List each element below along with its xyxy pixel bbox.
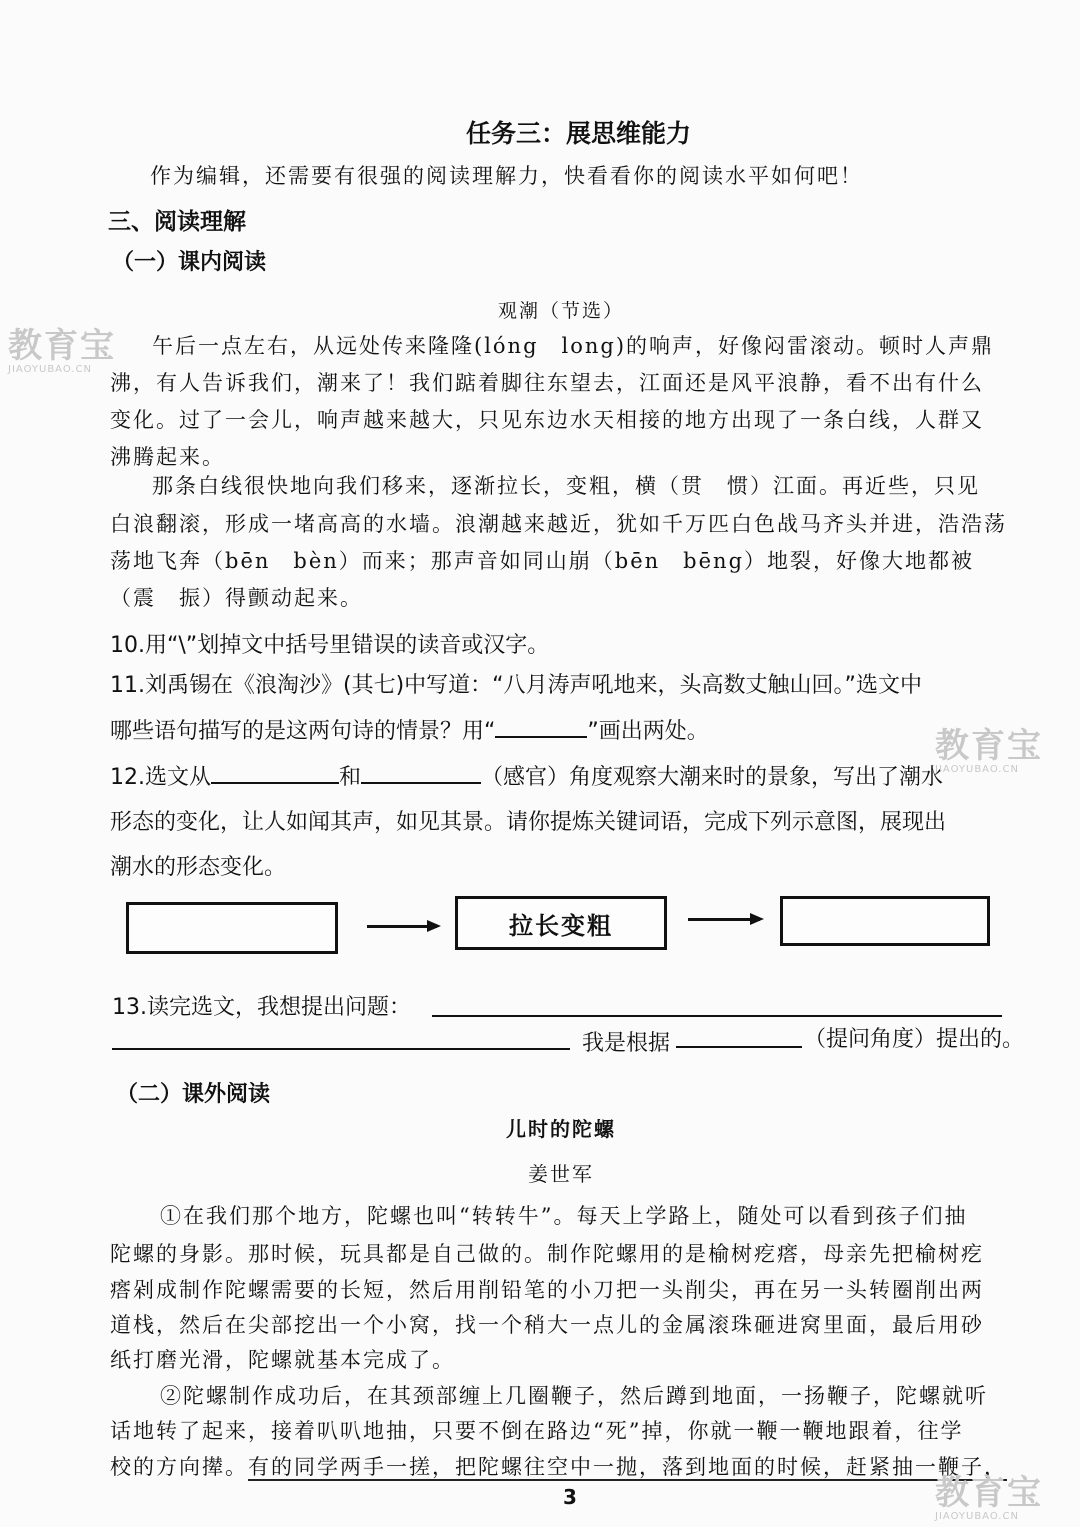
- passage1-title: 观潮（节选）: [498, 300, 625, 322]
- question-11-text-a: 哪些语句描写的是这两句诗的情景？用“: [110, 719, 496, 744]
- passage1-para1-line4: 沸腾起来。: [110, 445, 225, 469]
- passage1-para1-line1: 午后一点左右，从远处传来隆隆(lóng long)的响声，好像闷雷滚动。顿时人声鼎: [152, 334, 995, 358]
- question-13-answer-line-3[interactable]: [676, 1046, 802, 1048]
- question-11-line1: 11.刘禹锡在《浪淘沙》(其七)中写道：“八月涛声吼地来，头高数丈触山回。”选文中: [110, 673, 922, 698]
- question-12-text-a: 12.选文从: [110, 765, 211, 790]
- passage2-underlined-sentence: 有的同学两手一搓，把陀螺往空中一抛，落到地面的时候，赶紧抽一鞭子，: [248, 1455, 1007, 1479]
- passage2-title: 儿时的陀螺: [506, 1117, 616, 1141]
- question-13-line1: 13.读完选文，我想提出问题：: [112, 995, 411, 1020]
- question-11-sample-underline: [495, 718, 587, 738]
- page-number: 3: [563, 1485, 577, 1509]
- question-10: 10.用“\”划掉文中括号里错误的读音或汉字。: [110, 633, 550, 658]
- watermark-text: 教育宝: [935, 1473, 1043, 1513]
- question-12-text-c: （感官）角度观察大潮来时的景象，写出了潮水: [481, 765, 944, 790]
- passage2-para1-line2: 陀螺的身影。那时候，玩具都是自己做的。制作陀螺用的是榆树疙瘩，母亲先把榆树疙: [110, 1242, 984, 1266]
- question-12-text-b: 和: [339, 765, 362, 790]
- passage2-para2-line1: ②陀螺制作成功后，在其颈部缠上几圈鞭子，然后蹲到地面，一扬鞭子，陀螺就听: [160, 1384, 988, 1408]
- diagram-box-middle: [455, 896, 667, 950]
- question-13-answer-line-1[interactable]: [432, 1015, 1002, 1017]
- passage2-para1-line1: ①在我们那个地方，陀螺也叫“转转牛”。每天上学路上，随处可以看到孩子们抽: [160, 1204, 968, 1228]
- question-13-text-b: （提问角度）提出的。: [804, 1027, 1025, 1052]
- diagram-arrow-1: [367, 925, 437, 928]
- passage2-para2-line3-text: 校的方向撵。: [110, 1455, 248, 1479]
- passage2-para2-line3: [110, 1451, 1007, 1481]
- watermark-url: JIAOYUBAO.CN: [8, 364, 92, 375]
- diagram-arrow-2: [688, 918, 760, 921]
- watermark-text: 教育宝: [8, 326, 116, 366]
- passage2-author: 姜世军: [528, 1162, 594, 1186]
- passage2-para2-line2: 话地转了起来，接着叭叭地抽，只要不倒在路边“死”掉，你就一鞭一鞭地跟着，往学: [110, 1419, 964, 1443]
- watermark-text: 教育宝: [935, 726, 1043, 766]
- passage1-para1-line2: 沸，有人告诉我们，潮来了！我们踮着脚往东望去，江面还是风平浪静，看不出有什么: [110, 371, 984, 395]
- watermark-logo-bottom: [935, 1475, 1043, 1522]
- diagram-box-left[interactable]: [126, 902, 338, 954]
- watermark-url: JIAOYUBAO.CN: [935, 764, 1019, 775]
- passage1-para2-line4: （震 振）得颤动起来。: [110, 586, 363, 610]
- passage2-para1-line3: 瘩剁成制作陀螺需要的长短，然后用削铅笔的小刀把一头削尖，再在另一头转圈削出两: [110, 1278, 984, 1302]
- passage1-para2-line3: 荡地飞奔（bēn bèn）而来；那声音如同山崩（bēn bēng）地裂，好像大地都被: [110, 549, 975, 573]
- question-13-answer-line-2[interactable]: [112, 1048, 570, 1050]
- intro-text: 作为编辑，还需要有很强的阅读理解力，快看看你的阅读水平如何吧！: [150, 164, 863, 188]
- diagram-box-right[interactable]: [780, 896, 990, 946]
- part2-heading: （二）课外阅读: [116, 1082, 271, 1107]
- watermark-url: JIAOYUBAO.CN: [935, 1511, 1019, 1522]
- passage1-para2-line2: 白浪翻滚，形成一堵高高的水墙。浪潮越来越近，犹如千万匹白色战马齐头并进，浩浩荡: [110, 512, 1007, 536]
- question-12-line1: [110, 760, 943, 791]
- question-11-line2: [110, 714, 709, 745]
- question-12-line3: 潮水的形态变化。: [110, 855, 287, 880]
- watermark-logo-right: [935, 728, 1043, 775]
- question-12-blank-2[interactable]: [361, 764, 481, 784]
- passage2-para1-line4: 道栈，然后在尖部挖出一个小窝，找一个稍大一点儿的金属滚珠砸进窝里面，最后用砂: [110, 1313, 984, 1337]
- question-13-text-a: 我是根据: [582, 1031, 671, 1056]
- question-11-text-b: ”画出两处。: [587, 719, 709, 744]
- question-12-line2: 形态的变化，让人如闻其声，如见其景。请你提炼关键词语，完成下列示意图，展现出: [110, 810, 947, 835]
- diagram-box-middle-label: 拉长变粗: [509, 911, 613, 940]
- passage2-para1-line5: 纸打磨光滑，陀螺就基本完成了。: [110, 1348, 455, 1372]
- task-title: 任务三：展思维能力: [466, 119, 692, 148]
- part1-heading: （一）课内阅读: [112, 250, 267, 275]
- passage1-para2-line1: 那条白线很快地向我们移来，逐渐拉长，变粗，横（贯 惯）江面。再近些，只见: [152, 474, 980, 498]
- question-12-blank-1[interactable]: [211, 764, 339, 784]
- passage1-para1-line3: 变化。过了一会儿，响声越来越大，只见东边水天相接的地方出现了一条白线，人群又: [110, 408, 984, 432]
- watermark-logo-left: [8, 328, 116, 375]
- section-heading: 三、阅读理解: [108, 209, 246, 235]
